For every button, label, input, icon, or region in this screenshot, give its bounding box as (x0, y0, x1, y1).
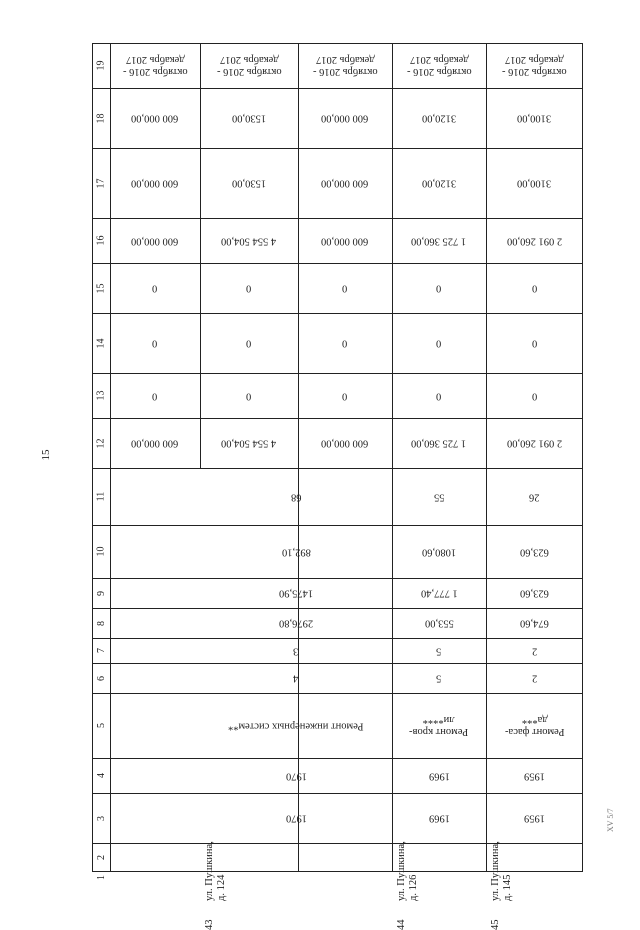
cell-43-col16-prev: 600 000,00 (131, 235, 179, 247)
page-number: 15 (40, 449, 52, 461)
cell-43-col10: 892,10 (281, 546, 311, 558)
cell-43-col7: 3 (293, 645, 299, 657)
column-number-2: 2 (95, 855, 107, 860)
cell-43-col4: 1970 (285, 770, 307, 782)
cell-45-col18: 3100,00 (517, 112, 552, 124)
column-number-19: 19 (95, 60, 107, 71)
cell-45-col12: 2 091 260,00 (506, 437, 563, 449)
cell-43-col6: 4 (293, 672, 299, 684)
cell-43-col18: 1530,00 (231, 112, 267, 124)
cell-44-col10: 1080,60 (421, 546, 457, 558)
cell-43-col13-sub: 0 (342, 390, 348, 402)
cell-43-col16: 4 554 504,00 (221, 235, 277, 247)
cell-45-col10: 623,60 (520, 546, 549, 558)
cell-44-col8: 553,00 (424, 617, 454, 629)
cell-44-col3: 1969 (428, 812, 450, 824)
cell-43-col16-sub: 600 000,00 (321, 235, 369, 247)
cell-44-col4: 1969 (428, 770, 450, 782)
cell-43-col19-sub: октябрь 2016 - декабрь 2017 (312, 54, 378, 78)
column-number-7: 7 (95, 648, 107, 653)
cell-43-col13: 0 (246, 390, 252, 402)
cell-43-col13-prev: 0 (152, 390, 158, 402)
cell-45-col16: 2 091 260,00 (506, 235, 563, 247)
cell-45-col3: 1959 (524, 812, 545, 824)
column-number-5: 5 (95, 723, 107, 728)
cell-43-col14-sub: 0 (342, 337, 348, 349)
cell-45-col11: 26 (529, 491, 540, 503)
column-number-12: 12 (95, 438, 107, 448)
cell-44-col15: 0 (436, 282, 442, 294)
cell-44-col5: Ремонт кров- ли**** (409, 714, 469, 738)
cell-43-col8: 2976,80 (278, 617, 314, 629)
document-table: 1 2 3 4 5 6 7 8 9 10 11 12 13 14 15 16 17 18 19 600 000,00 0 0 0 600 000,00 600 000,00 600 000,00 октябрь 2016 - декабрь 2017 4 554 504,00 0 0 0 4 554 504,00 1530,00 1530,00 октябрь 2016 - декабрь 2017 600 000,00 0 0 0 600 000,00 600 000,00 600 000,00 октябрь 2016 - декабрь 2017 1 725 360,00 0 0 0 1 725 360,00 3120,00 3120,00 октябрь 2016 - декабрь 2017 2 091 260,00 0 0 0 2 091 260,00 3100,00 3100,00 октябрь 2016 - декабрь 2017 ул. Пушкина, д. 124 1970 1970 Ремонт инженерных систем** 4 3 2976,80 1475,90 892,10 68 ул. Пушкина, д. 126 1969 1969 Ремонт кров- ли**** 5 5 553,00 1 777,40 1080,60 55 ул. Пушкина, д. 145 1959 1959 Ремонт фаса- да*** 2 2 674,60 623,60 623,60 26 43 44 45 (92, 43, 583, 872)
column-number-18: 18 (95, 113, 107, 123)
cell-45-col13: 0 (531, 390, 538, 402)
column-number-15: 15 (95, 283, 107, 293)
cell-45-col17: 3100,00 (517, 177, 552, 189)
cell-45-col6: 2 (531, 672, 538, 684)
cell-43-col15-prev: 0 (152, 282, 158, 294)
column-number-1: 1 (95, 875, 107, 880)
cell-44-col13: 0 (436, 390, 442, 402)
cell-43-col3: 1970 (285, 812, 307, 824)
cell-45-col4: 1959 (524, 770, 545, 782)
cell-43-col12: 4 554 504,00 (221, 437, 277, 449)
cell-43-col5: Ремонт инженерных систем** (228, 720, 364, 732)
cell-43-col19-prev: октябрь 2016 - декабрь 2017 (122, 54, 188, 78)
cell-43-col9: 1475,90 (278, 587, 314, 599)
cell-44-col2: ул. Пушкина, д. 126 (396, 841, 419, 901)
cell-45-col7: 2 (531, 645, 538, 657)
cell-45-col8: 674,60 (520, 617, 549, 629)
column-number-6: 6 (95, 675, 107, 681)
cell-45-col19: октябрь 2016 - декабрь 2017 (502, 54, 567, 78)
cell-43-col12-prev: 600 000,00 (131, 437, 179, 449)
cell-45-col15: 0 (531, 282, 538, 294)
column-number-9: 9 (95, 590, 107, 596)
cell-44-col6: 5 (436, 672, 442, 684)
cell-43-col15-sub: 0 (342, 282, 348, 294)
cell-43-col12-sub: 600 000,00 (321, 437, 369, 449)
column-number-16: 16 (95, 235, 107, 246)
column-number-17: 17 (95, 178, 107, 188)
cell-43-col15: 0 (246, 282, 252, 294)
cell-43-col2: ул. Пушкина, д. 124 (204, 841, 227, 901)
cell-44-col18: 3120,00 (421, 112, 457, 124)
cell-43-col11: 68 (290, 491, 302, 503)
cell-43-col14: 0 (246, 337, 252, 349)
cell-43-col14-prev: 0 (152, 337, 158, 349)
cell-45-col9: 623,60 (520, 587, 549, 599)
cell-44-col14: 0 (436, 337, 442, 349)
cell-45-col5: Ремонт фаса- да*** (504, 714, 565, 738)
cell-44-col12: 1 725 360,00 (411, 437, 467, 449)
column-number-4: 4 (95, 773, 107, 778)
cell-45-col14: 0 (531, 337, 538, 349)
column-number-11: 11 (95, 491, 107, 502)
cell-44-col7: 5 (436, 645, 442, 657)
cell-43-col17-sub: 600 000,00 (321, 177, 369, 189)
cell-44-col17: 3120,00 (421, 177, 457, 189)
cell-43-col17: 1530,00 (231, 177, 267, 189)
column-number-14: 14 (95, 338, 107, 348)
cell-43-col17-prev: 600 000,00 (131, 177, 179, 189)
cell-44-col11: 55 (433, 491, 445, 503)
corner-mark: XV 5/7 (606, 808, 615, 832)
cell-43-col18-prev: 600 000,00 (131, 112, 179, 124)
cell-45-col2: ул. Пушкина, д. 145 (490, 841, 513, 901)
column-number-3: 3 (95, 815, 107, 821)
cell-44-col16: 1 725 360,00 (411, 235, 467, 247)
cell-43-col18-sub: 600 000,00 (321, 112, 369, 124)
column-number-10: 10 (95, 546, 107, 557)
column-number-13: 13 (95, 390, 107, 401)
cell-44-col9: 1 777,40 (420, 587, 458, 599)
cell-44-col19: октябрь 2016 - декабрь 2017 (406, 54, 472, 78)
column-number-8: 8 (95, 620, 107, 626)
cell-43-col19: октябрь 2016 - декабрь 2017 (216, 54, 282, 78)
